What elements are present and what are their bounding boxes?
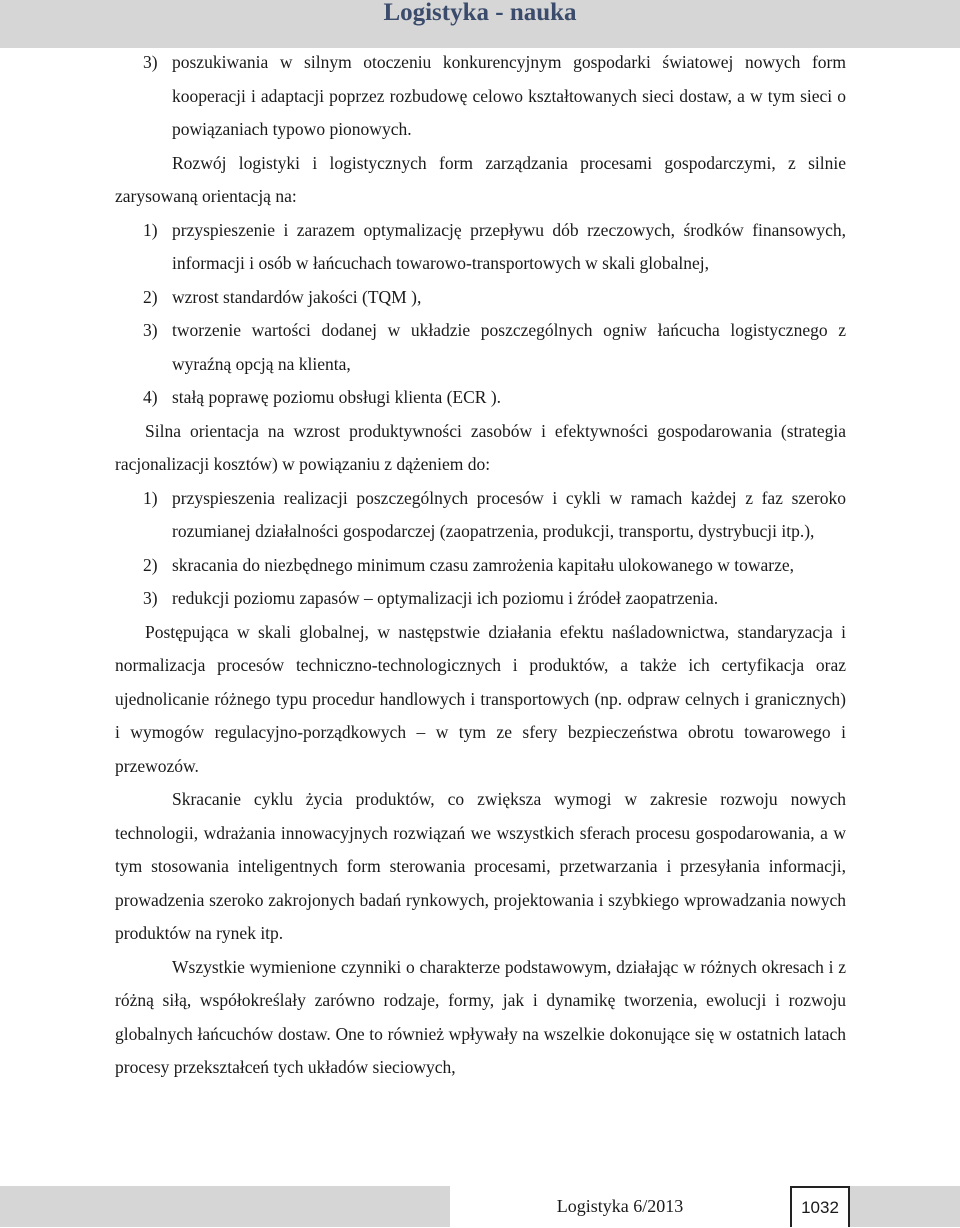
list-item <box>115 381 846 415</box>
list-text: przyspieszenie i zarazem optymalizację przepływu dób rzeczowych, środków finansowych, informacji i osób w łańcuchach towarowo-transportowych w skali globalnej, <box>172 219 846 273</box>
list-number: 3) <box>143 320 158 340</box>
list-item <box>115 46 846 147</box>
list-text: poszukiwania w silnym otoczeniu konkurencyjnym gospodarki światowej nowych form kooperacji i adaptacji poprzez rozbudowę celowo kształtowanych sieci dostaw, a w tym sieci o powiązaniach typowo pionowych. <box>172 52 846 139</box>
list-text: wzrost standardów jakości (TQM ), <box>172 286 422 307</box>
list-number: 2) <box>143 286 158 307</box>
list-item <box>115 549 846 583</box>
list-number: 4) <box>143 387 158 407</box>
list-text: redukcji poziomu zapasów – optymalizacji ich poziomu i źródeł zaopatrzenia. <box>172 588 719 608</box>
list-text: tworzenie wartości dodanej w układzie poszczególnych ogniw łańcucha logistycznego z wyraźną opcją na klienta, <box>172 320 846 374</box>
document-body <box>115 46 846 1085</box>
header-title: Logistyka - nauka <box>383 0 577 26</box>
page-number: 1032 <box>790 1186 850 1227</box>
journal-label: Logistyka 6/2013 <box>450 1186 790 1227</box>
list-number: 1) <box>143 219 158 240</box>
list-text: skracania do niezbędnego minimum czasu zamrożenia kapitału ulokowanego w towarze, <box>172 554 794 575</box>
paragraph: Skracanie cyklu życia produktów, co zwiększa wymogi w zakresie rozwoju nowych technologii, wdrażania innowacyjnych rozwiązań we wszystkich sferach procesu gospodarowania, a w tym stosowania inteligentnych form sterowania procesami, przetwarzania i przesyłania informacji, prowadzenia szeroko zakrojonych badań rynkowych, projektowania i szybkiego wprowadzania nowych produktów na rynek itp. <box>115 789 846 943</box>
list-item <box>115 582 846 616</box>
paragraph: Rozwój logistyki i logistycznych form zarządzania procesami gospodarczymi, z silnie zarysowaną orientacją na: <box>115 152 846 206</box>
list-item <box>115 314 846 381</box>
page-footer <box>0 1186 960 1227</box>
list-item <box>115 281 846 315</box>
list-text: przyspieszenia realizacji poszczególnych procesów i cykli w ramach każdej z faz szeroko rozumianej działalności gospodarczej (zaopatrzenia, produkcji, transportu, dystrybucji itp.), <box>172 487 846 541</box>
paragraph: Postępująca w skali globalnej, w następstwie działania efektu naśladownictwa, standaryzacja i normalizacja procesów techniczno-technologicznych i produktów, a także ich certyfikacja oraz ujednolicanie różnego typu procedur handlowych i transportowych (np. odpraw celnych i granicznych) i wymogów regulacyjno-porządkowych – w tym ze sfery bezpieczeństwa obrotu towarowego i przewozów. <box>115 621 846 776</box>
list-text: stałą poprawę poziomu obsługi klienta (ECR ). <box>172 387 502 407</box>
paragraph: Wszystkie wymienione czynniki o charakterze podstawowym, działając w różnych okresach i z różną siłą, współokreślały zarówno rodzaje, formy, jak i dynamikę tworzenia, ewolucji i rozwoju globalnych łańcuchów dostaw. One to również wpływały na wszelkie dokonujące się w ostatnich latach procesy przekształceń tych układów sieciowych, <box>115 956 846 1077</box>
paragraph: Silna orientacja na wzrost produktywności zasobów i efektywności gospodarowania (strategia racjonalizacji kosztów) w powiązaniu z dążeniem do: <box>115 420 846 474</box>
list-number: 3) <box>143 588 158 608</box>
list-item <box>115 214 846 281</box>
page-header <box>0 0 960 48</box>
list-number: 3) <box>143 52 158 72</box>
list-item <box>115 482 846 549</box>
list-number: 1) <box>143 487 158 508</box>
list-number: 2) <box>143 554 158 575</box>
